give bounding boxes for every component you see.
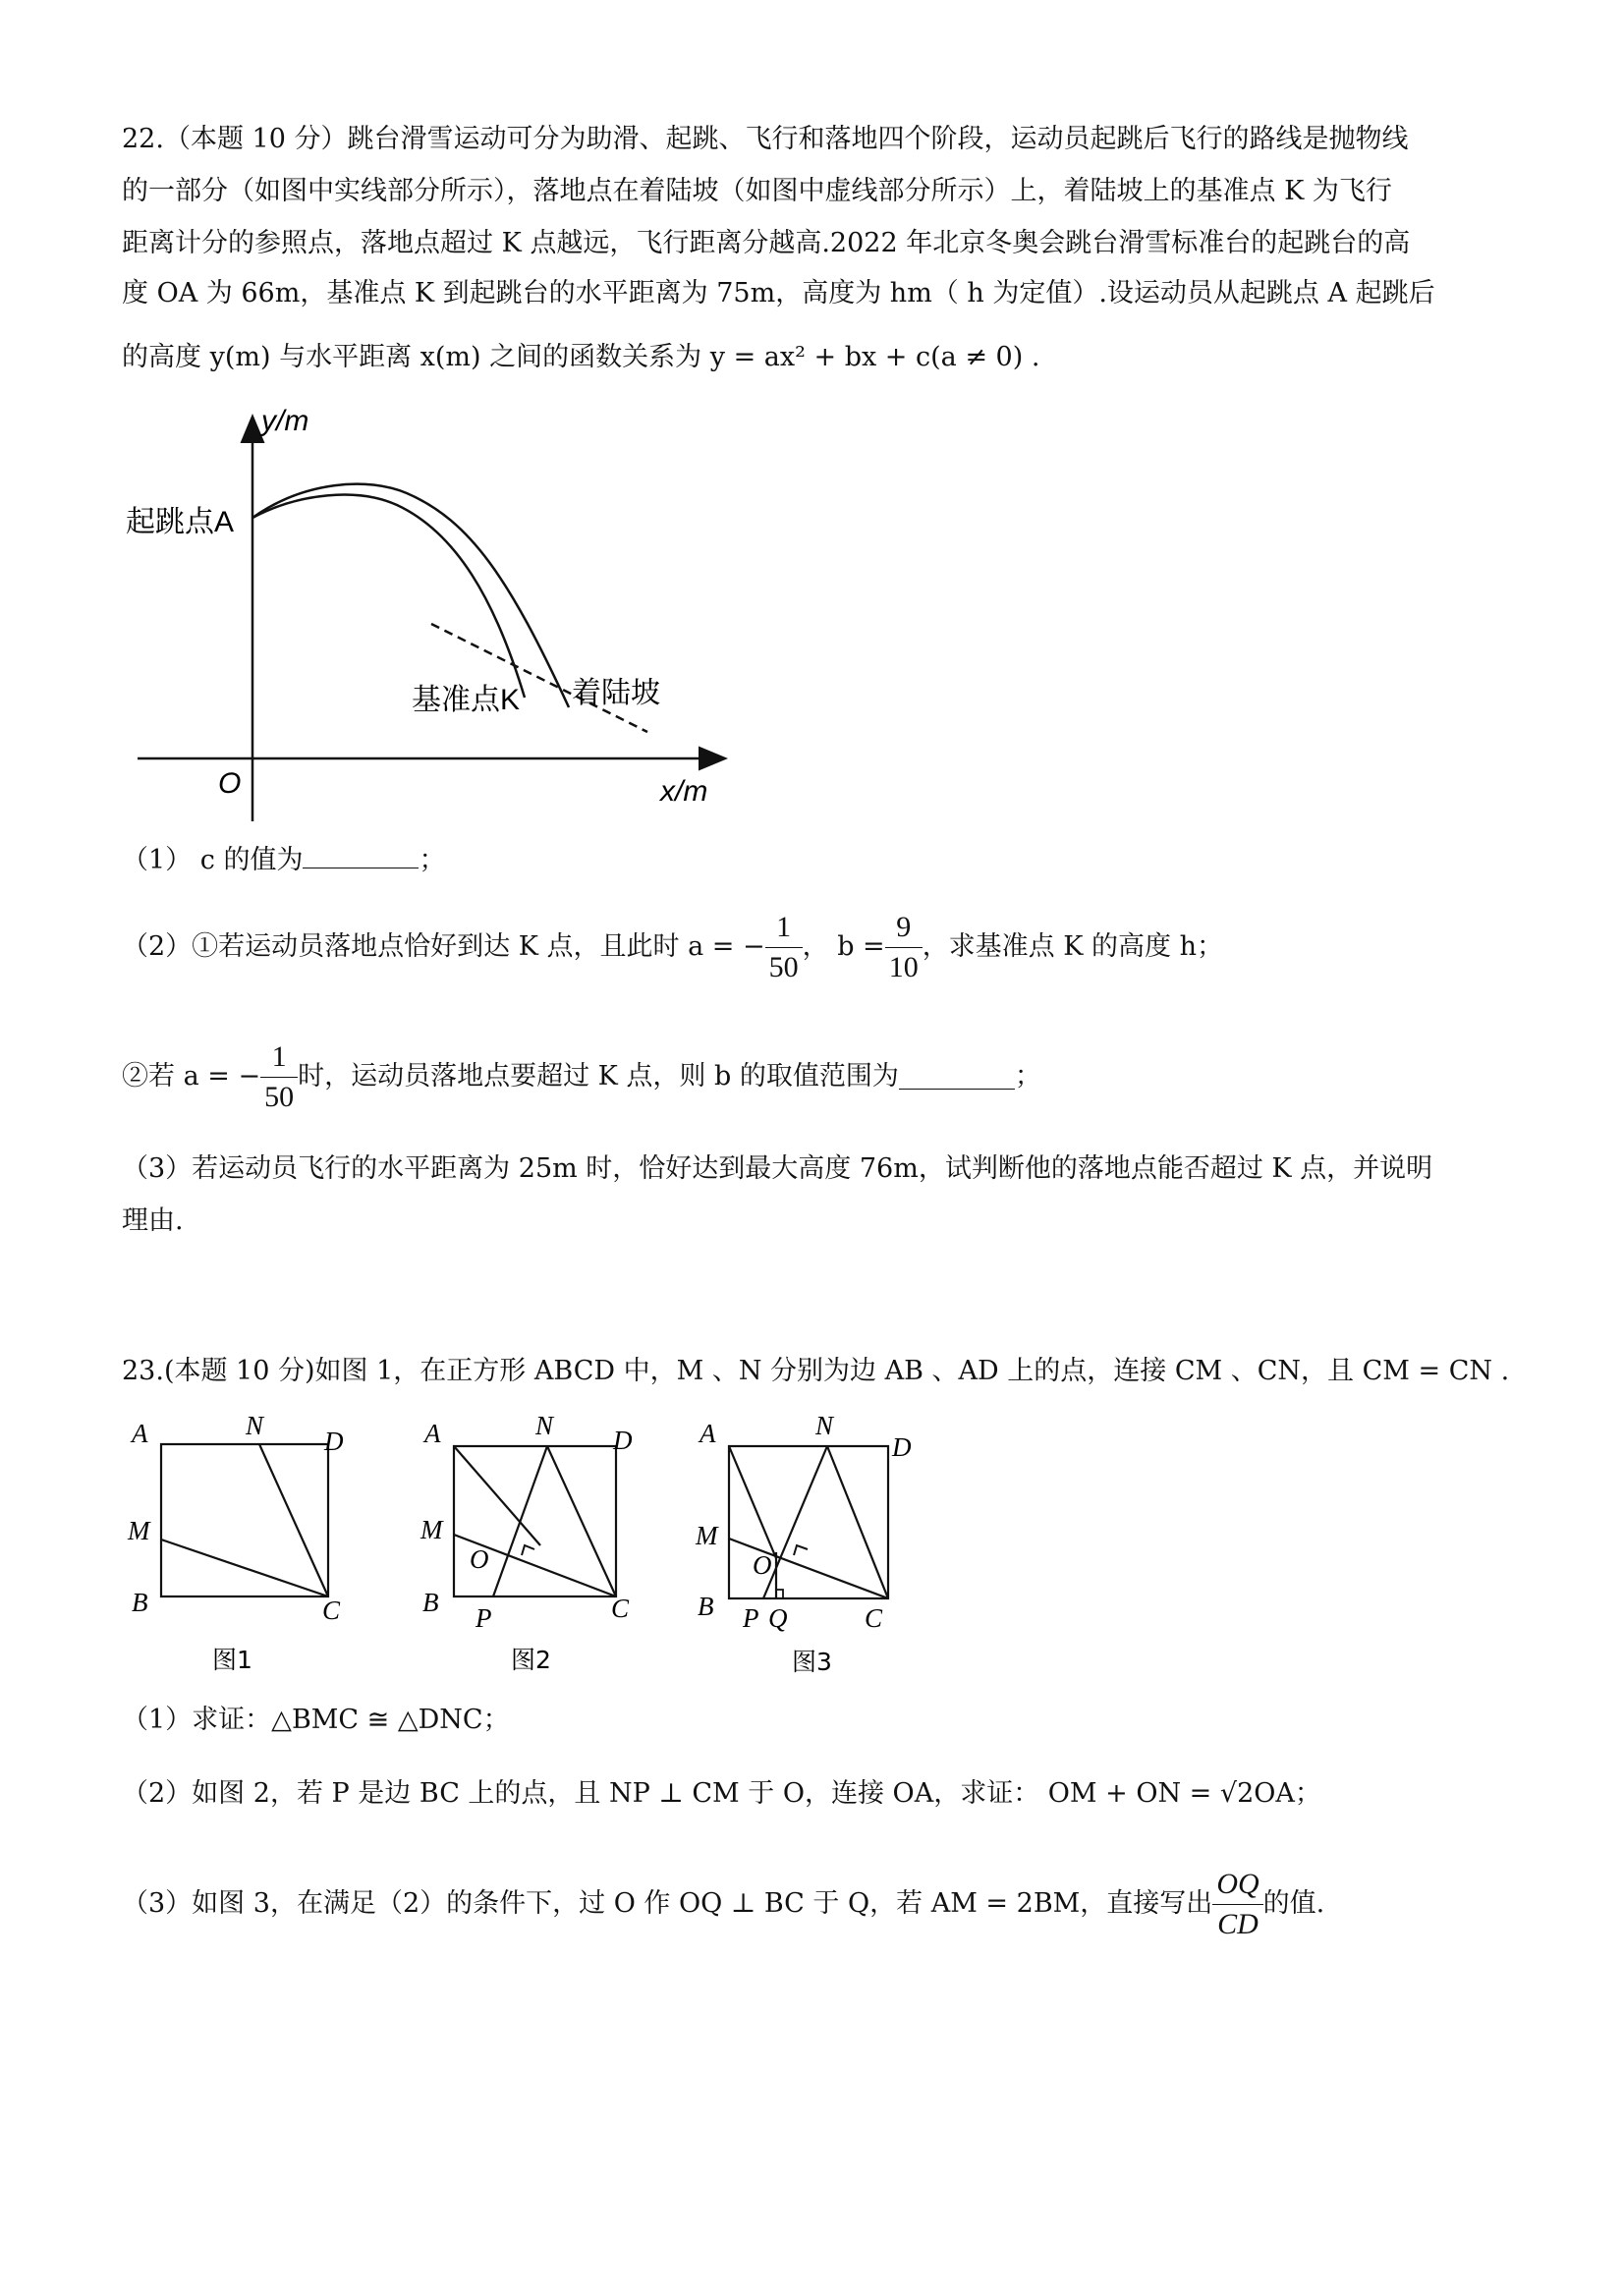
q22-line-2: 的一部分（如图中实线部分所示），落地点在着陆坡（如图中虚线部分所示）上，着陆坡上的基准点 K 为飞行 — [122, 176, 1392, 206]
q22-part2-ii-end: ； — [1014, 1061, 1041, 1092]
fraction-oq-cd — [1212, 1865, 1262, 1944]
q23-part2: （2）如图 2，若 P 是边 BC 上的点，且 NP ⊥ CM 于 O，连接 OA，求证： OM + ON = √2OA； — [122, 1778, 1321, 1809]
fig2-label-n: N — [535, 1411, 554, 1440]
y-axis-label: y/m — [261, 405, 309, 437]
fig1-label-c: C — [322, 1596, 341, 1625]
fig3-label-c: C — [865, 1603, 883, 1633]
ski-jump-figure — [122, 403, 741, 835]
fig1-label-m: M — [128, 1516, 150, 1545]
square-figure-3 — [688, 1405, 933, 1680]
q22-line-4: 度 OA 为 66m，基准点 K 到起跳台的水平距离为 75m，高度为 hm（ h 为定值）.设运动员从起跳点 A 起跳后 — [122, 278, 1435, 308]
q22-part2-ii-text-b: 时，运动员落地点要超过 K 点，则 b 的取值范围为 — [298, 1061, 899, 1092]
fig3-label-d: D — [892, 1432, 912, 1462]
square-figure-1 — [122, 1405, 377, 1680]
jump-point-label: 起跳点A — [126, 506, 235, 538]
fraction-b — [885, 908, 923, 987]
q22-part2-ii — [122, 1037, 1041, 1116]
fig3-label-p: P — [743, 1603, 759, 1633]
fraction-b-num: 9 — [885, 908, 923, 948]
q22-line-1: 22.（本题 10 分）跳台滑雪运动可分为助滑、起跳、飞行和落地四个阶段，运动员起跳后飞行的路线是抛物线 — [122, 124, 1409, 154]
fig2-label-a: A — [424, 1419, 441, 1448]
fraction-a-num: 1 — [765, 908, 803, 948]
fig3-label-a: A — [700, 1419, 716, 1448]
fig2-label-o: O — [470, 1544, 489, 1574]
q22-part1-end: ； — [419, 845, 446, 875]
fraction-a — [765, 908, 803, 987]
q22-part1 — [122, 841, 445, 880]
origin-label: O — [218, 767, 242, 800]
q23-part3-text-b: 的值. — [1262, 1888, 1325, 1919]
q23-line-1: 23.(本题 10 分)如图 1，在正方形 ABCD 中，M 、N 分别为边 AB 、AD 上的点，连接 CM 、CN，且 CM = CN . — [122, 1356, 1510, 1386]
q22-part2-i — [122, 908, 1223, 986]
fig1-label-d: D — [324, 1427, 344, 1456]
q23-part1: （1）求证：△BMC ≅ △DNC； — [122, 1705, 510, 1735]
flight-path-inner — [252, 495, 525, 698]
fig2-label-b: B — [422, 1588, 439, 1617]
fig3-caption: 图3 — [792, 1648, 832, 1676]
fraction-cd: CD — [1217, 1907, 1259, 1940]
answer-blank-b-range — [899, 1065, 1015, 1090]
q22-line-5: 的高度 y(m) 与水平距离 x(m) 之间的函数关系为 y = ax² + bx + c(a ≠ 0) . — [122, 342, 1040, 372]
answer-blank-c — [303, 844, 419, 868]
k-point-label: 基准点K — [412, 684, 521, 716]
fraction-a-2-num: 1 — [260, 1037, 298, 1078]
q22-line-3: 距离计分的参照点，落地点超过 K 点越远，飞行距离分越高.2022 年北京冬奥会跳台滑雪标准台的起跳台的高 — [122, 228, 1411, 258]
fig1-label-b: B — [132, 1588, 148, 1617]
fig2-label-c: C — [611, 1594, 630, 1623]
q23-part3-text-a: （3）如图 3，在满足（2）的条件下，过 O 作 OQ ⊥ BC 于 Q，若 AM = 2BM，直接写出 — [122, 1888, 1213, 1919]
fig2-caption: 图2 — [511, 1646, 551, 1674]
fig2-label-p: P — [476, 1603, 492, 1633]
square-figure-2 — [413, 1405, 658, 1680]
fig2-label-m: M — [420, 1515, 443, 1544]
fraction-a-den: 50 — [768, 950, 799, 983]
fig2-label-d: D — [613, 1426, 633, 1455]
q22-part2-i-text-b: ， b = — [802, 931, 885, 962]
flight-path-outer — [252, 484, 569, 707]
fraction-a-2-den: 50 — [264, 1080, 295, 1113]
fraction-b-den: 10 — [888, 950, 919, 983]
q22-part3-line-2: 理由. — [122, 1205, 184, 1236]
slope-label: 着陆坡 — [572, 677, 660, 709]
x-axis-label: x/m — [660, 775, 708, 808]
fig3-label-q: Q — [768, 1603, 788, 1633]
fig3-label-b: B — [698, 1592, 714, 1621]
q22-part2-ii-text-a: ②若 a = − — [122, 1061, 261, 1092]
fig1-label-n: N — [246, 1411, 264, 1440]
q23-part3 — [122, 1860, 1324, 1948]
fig3-label-o: O — [753, 1550, 772, 1580]
q22-part2-i-text-a: （2）①若运动员落地点恰好到达 K 点，且此时 a = − — [122, 931, 765, 962]
fig3-label-m: M — [696, 1521, 718, 1550]
fraction-oq: OQ — [1212, 1865, 1262, 1905]
q22-part3-line-1: （3）若运动员飞行的水平距离为 25m 时，恰好达到最大高度 76m，试判断他的落地点能否超过 K 点，并说明 — [122, 1153, 1433, 1184]
fig1-caption: 图1 — [212, 1646, 252, 1674]
q22-part1-text: （1） c 的值为 — [122, 845, 304, 875]
fig3-label-n: N — [815, 1411, 834, 1440]
fig1-label-a: A — [132, 1419, 148, 1448]
q22-part2-i-text-c: ，求基准点 K 的高度 h； — [922, 931, 1223, 962]
fraction-a-2 — [260, 1037, 298, 1117]
